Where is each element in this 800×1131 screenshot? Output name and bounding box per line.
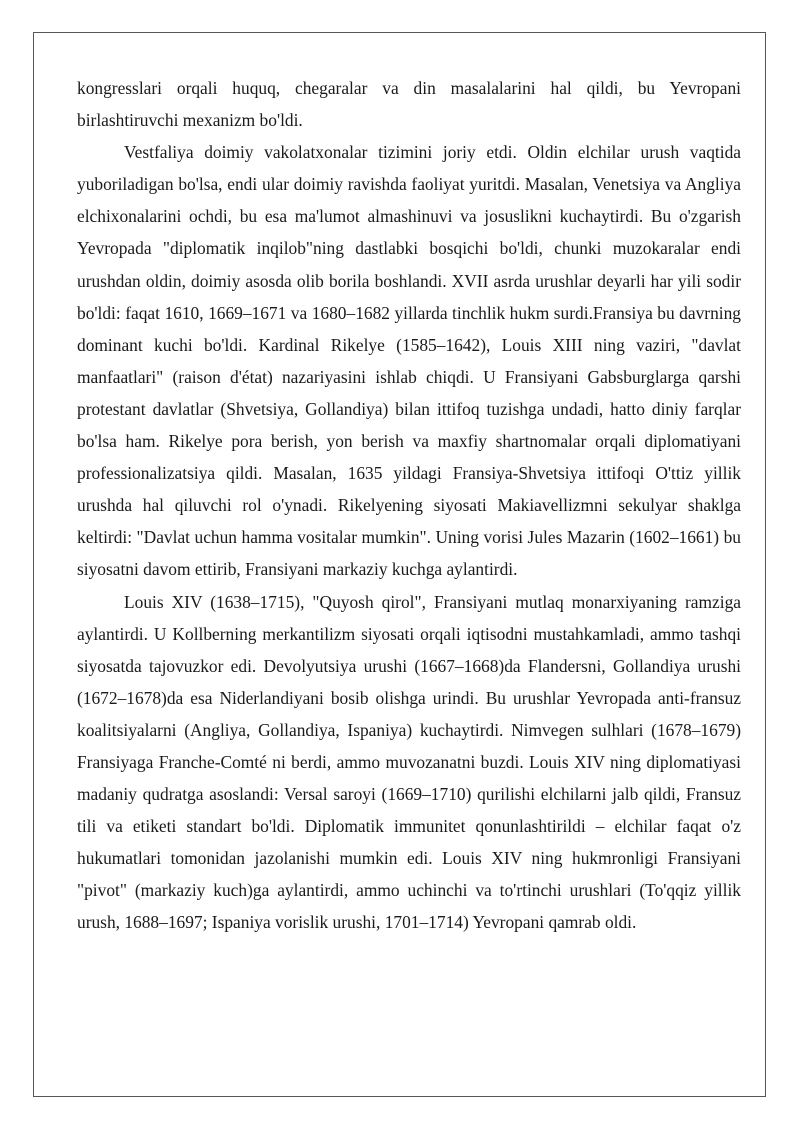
paragraph-westphalia: Vestfaliya doimiy vakolatxonalar tizimini joriy etdi. Oldin elchilar urush vaqtida yuboriladigan bo'lsa, endi ular doimiy ravishda faoliyat yuritdi. Masalan, Venetsiya va Angliya elchixonalarini ochdi, bu esa ma'lumot almashinuvi va josuslikni kuchaytirdi. Bu o'zgarish Yevropada "diplomatik inqilob"ning dastlabki bosqichi bo'ldi, chunki muzokaralar endi urushdan oldin, doimiy asosda olib borila boshlandi. XVII asrda urushlar deyarli har yili sodir bo'ldi: faqat 1610, 1669–1671 va 1680–1682 yillarda tinchlik hukm surdi.Fransiya bu davrning dominant kuchi bo'ldi. Kardinal Rikelye (1585–1642), Louis XIII ning vaziri, "davlat manfaatlari" (raison d'état) nazariyasini ishlab chiqdi. U Fransiyani Gabsburglarga qarshi protestant davlatlar (Shvetsiya, Gollandiya) bilan ittifoq tuzishga undadi, hatto diniy farqlar bo'lsa ham. Rikelye pora berish, yon berish va maxfiy shartnomalar orqali diplomatiyani professionalizatsiya qildi. Masalan, 1635 yildagi Fransiya-Shvetsiya ittifoqi O'ttiz yillik urushda hal qiluvchi rol o'ynadi. Rikelyening siyosati Makiavellizmni sekulyar shaklga keltirdi: "Davlat uchun hamma vositalar mumkin". Uning vorisi Jules Mazarin (1602–1661) bu siyosatni davom ettirib, Fransiyani markaziy kuchga aylantirdi. [77,142,741,580]
paragraph-louis-xiv: Louis XIV (1638–1715), "Quyosh qirol", Fransiyani mutlaq monarxiyaning ramziga aylantirdi. U Kollberning merkantilizm siyosati orqali iqtisodni mustahkamladi, ammo tashqi siyosatda tajovuzkor edi. Devolyutsiya urushi (1667–1668)da Flandersni, Gollandiya urushi (1672–1678)da esa Niderlandiyani bosib olishga urindi. Bu urushlar Yevropada anti-fransuz koalitsiyalarni (Angliya, Gollandiya, Ispaniya) kuchaytirdi. Nimvegen sulhlari (1678–1679) Fransiyaga Franche-Comté ni berdi, ammo muvozanatni buzdi. Louis XIV ning diplomatiyasi madaniy qudratga asoslandi: Versal saroyi (1669–1710) qurilishi elchilarni jalb qildi, Fransuz tili va etiketi standart bo'ldi. Diplomatik immunitet qonunlashtirildi – elchilar faqat o'z hukumatlari tomonidan jazolanishi mumkin edi. Louis XIV ning hukmronligi Fransiyani "pivot" (markaziy kuch)ga aylantirdi, ammo uchinchi va to'rtinchi urushlari (To'qqiz yillik urush, 1688–1697; Ispaniya vorislik urushi, 1701–1714) Yevropani qamrab oldi. [77,591,741,933]
document-body [77,72,741,939]
paragraph-continuation: kongresslari orqali huquq, chegaralar va din masalalarini hal qildi, bu Yevropani birlashtiruvchi mexanizm bo'ldi. [77,78,741,131]
